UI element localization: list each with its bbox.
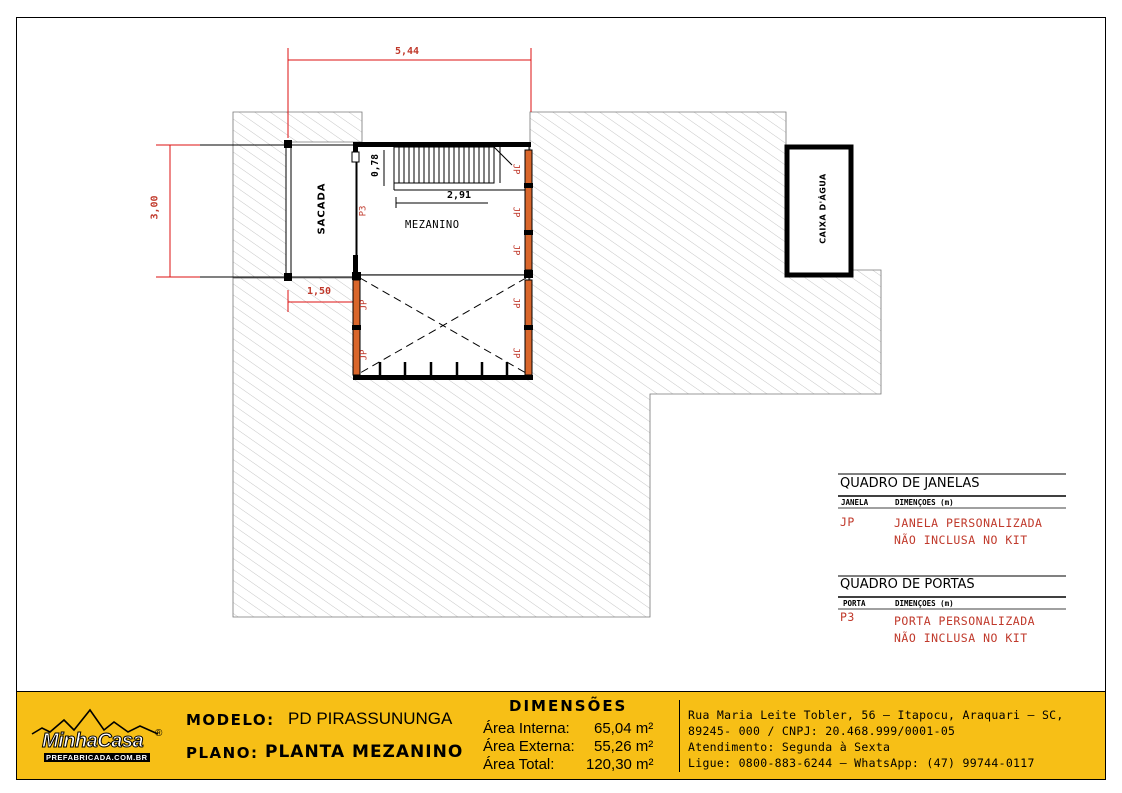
mezzanine-room — [357, 145, 529, 275]
mezzanine-wall-top — [355, 142, 531, 147]
balcony-railing — [286, 142, 291, 278]
logo-website: PREFABRICADA.COM.BR — [46, 753, 148, 762]
doors-table-col1: PORTA — [843, 599, 866, 608]
window-tag-jp: JP — [510, 347, 521, 359]
mezzanine-label: MEZANINO — [405, 219, 460, 231]
area-total-value: 120,30 m² — [586, 756, 654, 773]
windows-table-col1: JANELA — [841, 498, 869, 507]
windows-table-desc-1: JANELA PERSONALIZADA — [894, 516, 1043, 530]
area-external-label: Área Externa: — [483, 738, 575, 755]
stair-height-label: 0,78 — [369, 154, 381, 177]
dimension-balcony-label: 1,50 — [307, 286, 332, 297]
column — [284, 140, 292, 148]
door-tag-p3: P3 — [358, 205, 369, 217]
balcony-label: SACADA — [316, 182, 328, 235]
column — [284, 273, 292, 281]
doors-table-title: QUADRO DE PORTAS — [840, 577, 975, 592]
area-internal-label: Área Interna: — [483, 720, 570, 737]
stair-width-label: 2,91 — [447, 190, 472, 201]
window-tag-jp: JP — [510, 206, 521, 218]
dimension-left — [156, 145, 200, 277]
doors-table-col2: DIMENÇOES (m) — [895, 599, 954, 608]
doors-table-code: P3 — [840, 610, 855, 624]
window-tag-jp: JP — [510, 297, 521, 309]
door-p3-frame — [352, 152, 359, 162]
model-value: PD PIRASSUNUNGA — [288, 709, 453, 728]
company-cnpj: 89245- 000 / CNPJ: 20.468.999/0001-05 — [688, 724, 956, 738]
doors-table-desc-2: NÃO INCLUSA NO KIT — [894, 631, 1028, 645]
window-tag-jp: JP — [359, 299, 370, 311]
area-external-value: 55,26 m² — [594, 738, 654, 755]
company-hours: Atendimento: Segunda à Sexta — [688, 740, 891, 754]
plan-value: PLANTA MEZANINO — [265, 742, 464, 762]
dimension-left-label: 3,00 — [149, 195, 161, 220]
doors-table-desc-1: PORTA PERSONALIZADA — [894, 614, 1036, 628]
window-tag-jp: JP — [359, 349, 370, 361]
mezzanine-wall-left-top — [353, 142, 358, 152]
company-contact: Ligue: 0800-883-6244 – WhatsApp: (47) 99744-0117 — [688, 756, 1035, 770]
company-logo — [28, 708, 168, 766]
dimension-top-label: 5,44 — [395, 46, 420, 57]
windows-table-desc-2: NÃO INCLUSA NO KIT — [894, 533, 1028, 547]
logo-wordmark: MinhaCasa — [42, 730, 144, 752]
logo-registered-mark: ® — [155, 728, 163, 739]
dimensions-title: DIMENSÕES — [509, 697, 628, 715]
model-label: MODELO: — [186, 711, 275, 729]
area-total-label: Área Total: — [483, 756, 555, 773]
plan-label: PLANO: — [186, 744, 259, 762]
water-tank-label: CAIXA D'ÁGUA — [818, 173, 828, 244]
area-internal-value: 65,04 m² — [594, 720, 654, 737]
window-tag-jp: JP — [510, 244, 521, 256]
company-address: Rua Maria Leite Tobler, 56 – Itapocu, Araquari – SC, — [688, 708, 1064, 722]
windows-table-code: JP — [840, 515, 855, 529]
window-tag-jp: JP — [510, 163, 521, 175]
title-block-divider — [679, 700, 680, 772]
windows-table-col2: DIMENÇOES (m) — [895, 498, 954, 507]
windows-table-title: QUADRO DE JANELAS — [840, 476, 980, 491]
